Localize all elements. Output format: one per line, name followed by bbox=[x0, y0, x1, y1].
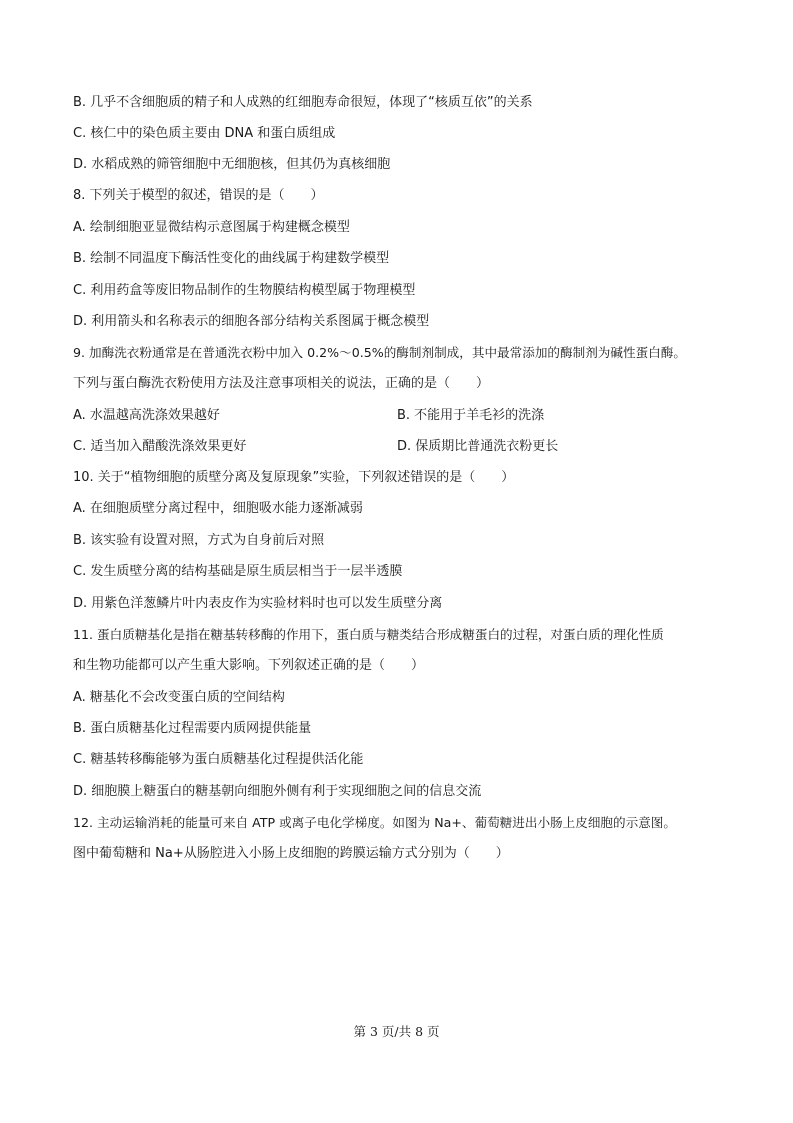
option-10c: C. 发生质壁分离的结构基础是原生质层相当于一层半透膜 bbox=[73, 564, 403, 579]
option-8c: C. 利用药盒等废旧物品制作的生物膜结构模型属于物理模型 bbox=[73, 283, 416, 298]
question-8-stem: 8. 下列关于模型的叙述，错误的是（ ） bbox=[73, 188, 324, 203]
option-7d: D. 水稻成熟的筛管细胞中无细胞核，但其仍为真核细胞 bbox=[73, 157, 391, 172]
question-12-stem-line1: 12. 主动运输消耗的能量可来自 ATP 或离子电化学梯度。如图为 Na+、葡萄糖进出小肠上皮细胞的示意图。 bbox=[73, 815, 676, 830]
option-8d: D. 利用箭头和名称表示的细胞各部分结构关系图属于概念模型 bbox=[73, 314, 430, 329]
question-12-stem-line2: 图中葡萄糖和 Na+从肠腔进入小肠上皮细胞的跨膜运输方式分别为（ ） bbox=[73, 846, 509, 861]
option-8a: A. 绘制细胞亚显微结构示意图属于构建概念模型 bbox=[73, 220, 350, 235]
option-10d: D. 用紫色洋葱鳞片叶内表皮作为实验材料时也可以发生质壁分离 bbox=[73, 596, 443, 611]
page-number: 第 3 页/共 8 页 bbox=[353, 1024, 440, 1039]
option-8b: B. 绘制不同温度下酶活性变化的曲线属于构建数学模型 bbox=[73, 251, 390, 266]
question-9-stem-line2: 下列与蛋白酶洗衣粉使用方法及注意事项相关的说法，正确的是（ ） bbox=[73, 376, 490, 391]
option-11a: A. 糖基化不会改变蛋白质的空间结构 bbox=[73, 690, 285, 705]
option-10a: A. 在细胞质壁分离过程中，细胞吸水能力逐渐减弱 bbox=[73, 501, 363, 516]
option-7c: C. 核仁中的染色质主要由 DNA 和蛋白质组成 bbox=[73, 126, 336, 141]
option-11d: D. 细胞膜上糖蛋白的糖基朝向细胞外侧有利于实现细胞之间的信息交流 bbox=[73, 784, 482, 799]
option-7b: B. 几乎不含细胞质的精子和人成熟的红细胞寿命很短，体现了“核质互依”的关系 bbox=[73, 95, 533, 110]
question-11-stem-line2: 和生物功能都可以产生重大影响。下列叙述正确的是（ ） bbox=[73, 658, 425, 673]
option-9b: B. 不能用于羊毛衫的洗涤 bbox=[397, 408, 545, 423]
option-11b: B. 蛋白质糖基化过程需要内质网提供能量 bbox=[73, 721, 312, 736]
option-9a: A. 水温越高洗涤效果越好 bbox=[73, 408, 220, 423]
option-10b: B. 该实验有设置对照，方式为自身前后对照 bbox=[73, 533, 325, 548]
option-9d: D. 保质期比普通洗衣粉更长 bbox=[397, 439, 559, 454]
option-9c: C. 适当加入醋酸洗涤效果更好 bbox=[73, 439, 247, 454]
question-11-stem-line1: 11. 蛋白质糖基化是指在糖基转移酶的作用下，蛋白质与糖类结合形成糖蛋白的过程，对蛋白质的理化性质 bbox=[73, 627, 664, 642]
question-9-stem-line1: 9. 加酶洗衣粉通常是在普通洗衣粉中加入 0.2%～0.5%的酶制剂制成，其中最常添加的酶制剂为碱性蛋白酶。 bbox=[73, 345, 686, 360]
question-10-stem: 10. 关于“植物细胞的质壁分离及复原现象”实验，下列叙述错误的是（ ） bbox=[73, 470, 515, 485]
option-11c: C. 糖基转移酶能够为蛋白质糖基化过程提供活化能 bbox=[73, 752, 364, 767]
